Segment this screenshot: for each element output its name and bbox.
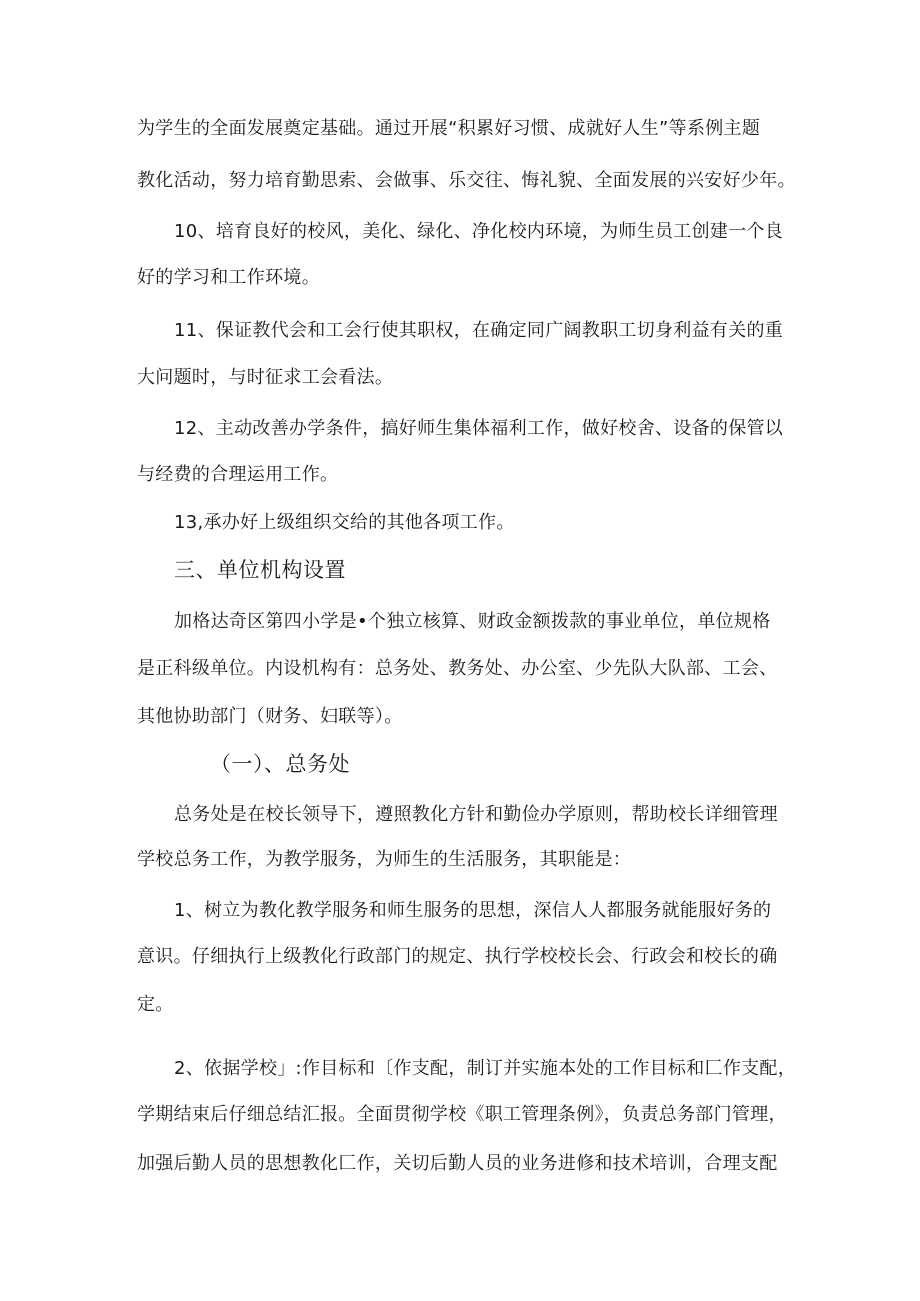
- paragraph-line: 好的学习和工作环境。: [137, 267, 320, 288]
- paragraph-line: 是正科级单位。内设机构有：总务处、教务处、办公室、少先队大队部、工会、: [137, 658, 778, 679]
- paragraph-line: 10、培育良好的校风，美化、绿化、净化校内环境，为师生员工创建一个良: [174, 221, 784, 242]
- paragraph-line: 13,承办好上级组织交给的其他各项工作。: [174, 512, 515, 533]
- paragraph-line: 为学生的全面发展奠定基础。通过开展“积累好习惯、成就好人生”等系例主题: [137, 118, 761, 139]
- paragraph-line: 1、树立为教化教学服务和师生服务的思想，深信人人都服务就能服好务的: [174, 900, 772, 921]
- paragraph-line: 加强后勤人员的思想教化匚作，关切后勤人员的业务进修和技术培训，合理支配: [137, 1153, 778, 1174]
- paragraph-line: 其他协助部门（财务、妇联等）。: [137, 706, 403, 727]
- section-heading: 三、单位机构设置: [174, 558, 346, 582]
- paragraph-line: 2、依据学校」:作目标和〔作支配，制订并实施本处的工作目标和匚作支配，: [174, 1058, 797, 1079]
- paragraph-line: 大问题时，与时征求工会看法。: [137, 367, 394, 388]
- paragraph-line: 定。: [137, 994, 174, 1015]
- subsection-heading: （一）、总务处: [210, 752, 350, 776]
- paragraph-line: 学校总务工作，为教学服务，为师生的生活服务，其职能是：: [137, 849, 632, 870]
- paragraph-line: 总务处是在校长领导下，遵照教化方针和勤俭办学原则，帮助校长详细管理: [174, 804, 778, 825]
- paragraph-line: 11、保证教代会和工会行使其职权，在确定同广阔教职工切身利益有关的重: [174, 320, 784, 341]
- paragraph-line: 教化活动，努力培育勤思索、会做事、乐交往、悔礼貌、全面发展的兴安好少年。: [137, 170, 796, 191]
- paragraph-line: 12、主动改善办学条件，搞好师生集体福利工作，做好校舍、设备的保管以: [174, 418, 784, 439]
- paragraph-line: 意识。仔细执行上级教化行政部门的规定、执行学校校长会、行政会和校长的确: [137, 946, 778, 967]
- paragraph-line: 学期结束后仔细总结汇报。全面贯彻学校《职工管理条例》，负责总务部门管理，: [137, 1104, 787, 1125]
- paragraph-line: 与经费的合理运用工作。: [137, 464, 339, 485]
- paragraph-line: 加格达奇区第四小学是•个独立核算、财政金额拨款的事业单位，单位规格: [174, 611, 771, 632]
